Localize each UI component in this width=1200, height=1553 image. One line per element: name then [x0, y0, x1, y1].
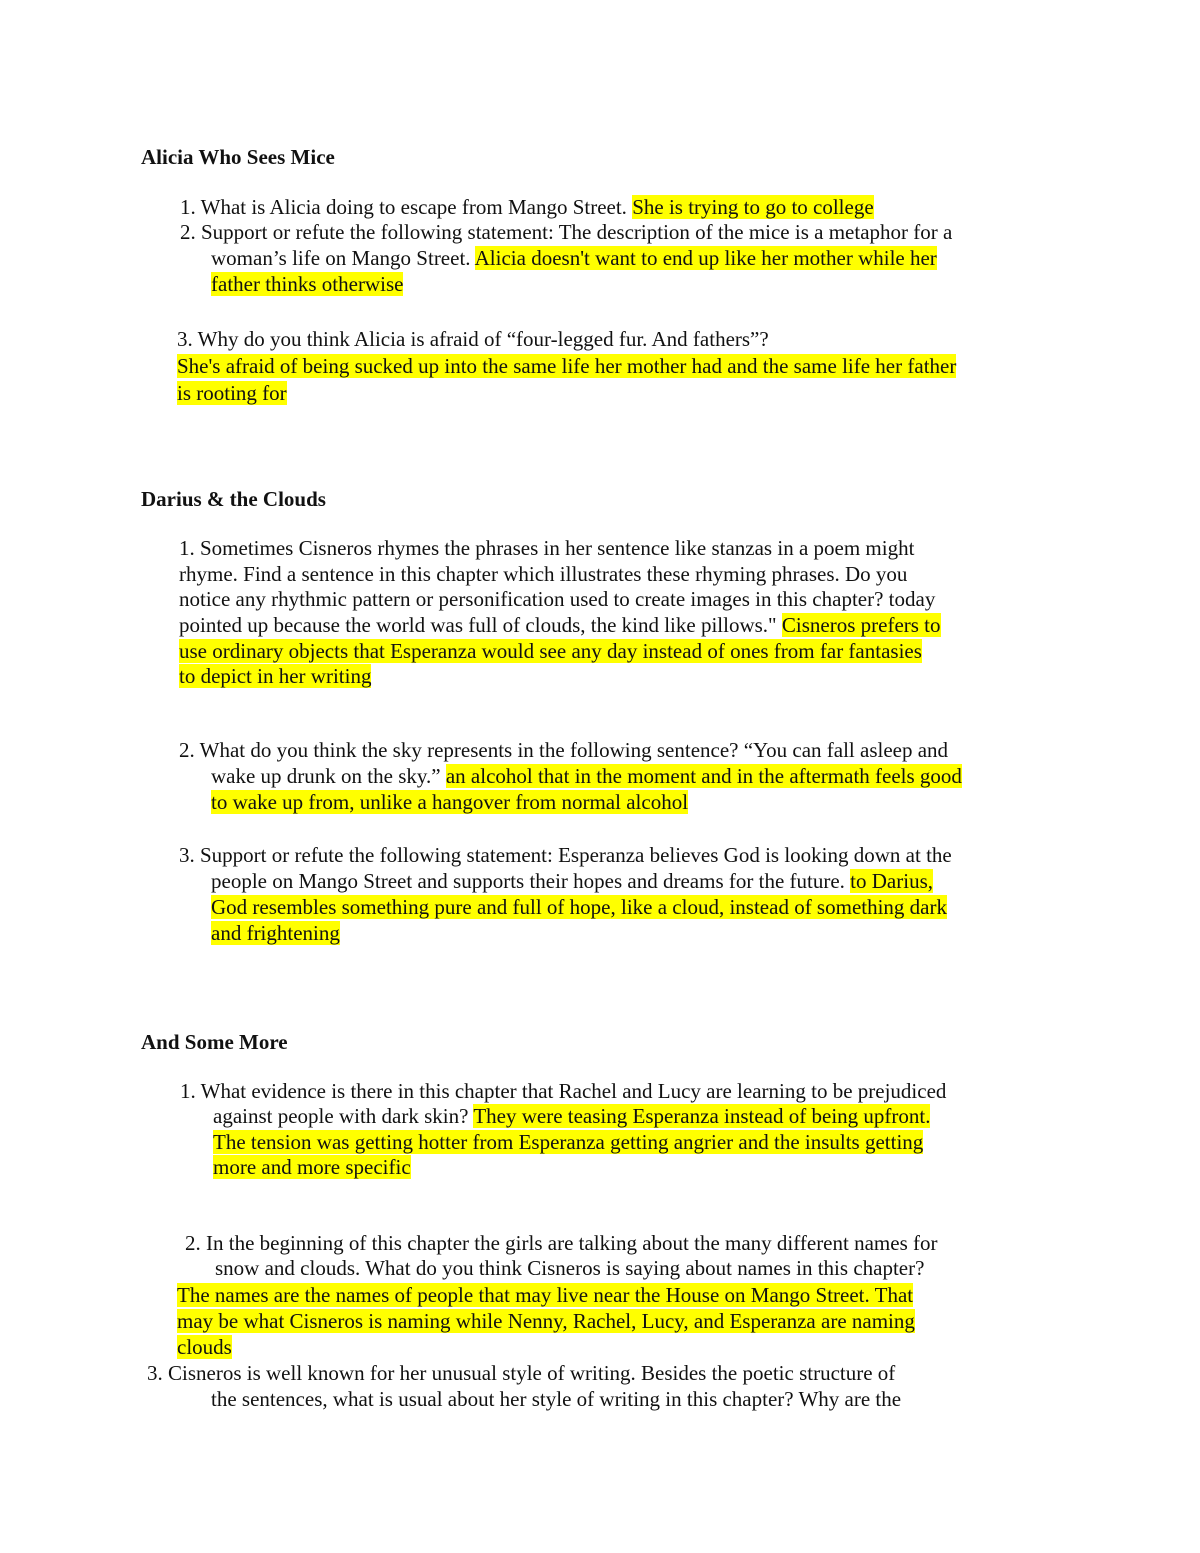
answer-highlight: Alicia doesn't want to end up like her mother while her: [474, 246, 937, 270]
section-title-darius: Darius & the Clouds: [141, 487, 326, 511]
answer-line: [177, 1308, 915, 1334]
question-2-line-1: 2. Support or refute the following statement: The description of the mice is a metaphor for a: [180, 220, 953, 244]
question-3-line-1: 3. Why do you think Alicia is afraid of “four-legged fur. And fathers”?: [177, 327, 769, 351]
answer-highlight: God resembles something pure and full of hope, like a cloud, instead of something dark: [211, 895, 947, 919]
answer-highlight: The names are the names of people that may live near the House on Mango Street. That: [177, 1283, 914, 1307]
question-2-line-2: [211, 763, 962, 789]
answer-highlight: clouds: [177, 1335, 232, 1359]
answer-highlight: to depict in her writing: [179, 664, 372, 688]
answer-line: [177, 1282, 913, 1308]
question-1-line-2: rhyme. Find a sentence in this chapter which illustrates these rhyming phrases. Do you: [179, 562, 908, 586]
answer-highlight: Cisneros prefers to: [781, 613, 941, 637]
question-3-line-1: 3. Support or refute the following statement: Esperanza believes God is looking down at the: [179, 843, 952, 867]
question-text: against people with dark skin?: [213, 1104, 469, 1128]
answer-line: [213, 1129, 923, 1155]
answer-line: [179, 638, 922, 664]
question-text: wake up drunk on the sky.”: [211, 764, 441, 788]
question-1-line-4: [179, 612, 941, 638]
question-text: pointed up because the world was full of clouds, the kind like pillows.": [179, 613, 777, 637]
answer-highlight: is rooting for: [177, 381, 287, 405]
question-1-line-1: 1. Sometimes Cisneros rhymes the phrases in her sentence like stanzas in a poem might: [179, 536, 915, 560]
answer-line: [211, 894, 947, 920]
question-2-line-2: [211, 245, 937, 271]
answer-highlight: may be what Cisneros is naming while Nenny, Rachel, Lucy, and Esperanza are naming: [177, 1309, 915, 1333]
question-1-line-2: [213, 1103, 930, 1129]
answer-highlight: She's afraid of being sucked up into the same life her mother had and the same life her father: [177, 354, 957, 378]
answer-highlight: to wake up from, unlike a hangover from normal alcohol: [211, 790, 689, 814]
answer-line: [211, 920, 340, 946]
answer-highlight: an alcohol that in the moment and in the aftermath feels good: [445, 764, 962, 788]
question-2-line-2: snow and clouds. What do you think Cisneros is saying about names in this chapter?: [215, 1256, 925, 1280]
question-1-line-1: 1. What evidence is there in this chapter that Rachel and Lucy are learning to be prejudiced: [180, 1079, 947, 1103]
answer-line: [179, 663, 371, 689]
section-title-alicia: Alicia Who Sees Mice: [141, 145, 335, 169]
answer-line: [177, 353, 956, 379]
answer-line: [211, 271, 403, 297]
answer-highlight: and frightening: [211, 921, 340, 945]
question-text: people on Mango Street and supports their hopes and dreams for the future.: [211, 869, 845, 893]
answer-highlight: to Darius,: [850, 869, 933, 893]
answer-highlight: use ordinary objects that Esperanza would see any day instead of ones from far fantasies: [179, 639, 922, 663]
section-title-and-some-more: And Some More: [141, 1030, 288, 1054]
answer-line: [211, 789, 688, 815]
answer-highlight: The tension was getting hotter from Esperanza getting angrier and the insults getting: [213, 1130, 924, 1154]
answer-highlight: more and more specific: [213, 1155, 411, 1179]
answer-line: [177, 380, 287, 406]
question-3-line-2: the sentences, what is usual about her style of writing in this chapter? Why are the: [211, 1387, 902, 1411]
question-1-line-3: notice any rhythmic pattern or personification used to create images in this chapter? today: [179, 587, 936, 611]
question-2-line-1: 2. What do you think the sky represents in the following sentence? “You can fall asleep and: [179, 738, 949, 762]
answer-highlight: She is trying to go to college: [632, 195, 874, 219]
question-3-line-2: [211, 868, 933, 894]
question-1-line: [180, 194, 874, 220]
answer-highlight: father thinks otherwise: [211, 272, 404, 296]
question-2-line-1: 2. In the beginning of this chapter the girls are talking about the many different names for: [185, 1231, 938, 1255]
question-text: 1. What is Alicia doing to escape from Mango Street.: [180, 195, 627, 219]
answer-line: [177, 1334, 232, 1360]
answer-line: [213, 1154, 411, 1180]
answer-highlight: They were teasing Esperanza instead of being upfront.: [473, 1104, 931, 1128]
question-text: woman’s life on Mango Street.: [211, 246, 471, 270]
question-3-line-1: 3. Cisneros is well known for her unusual style of writing. Besides the poetic structure of: [147, 1361, 896, 1385]
